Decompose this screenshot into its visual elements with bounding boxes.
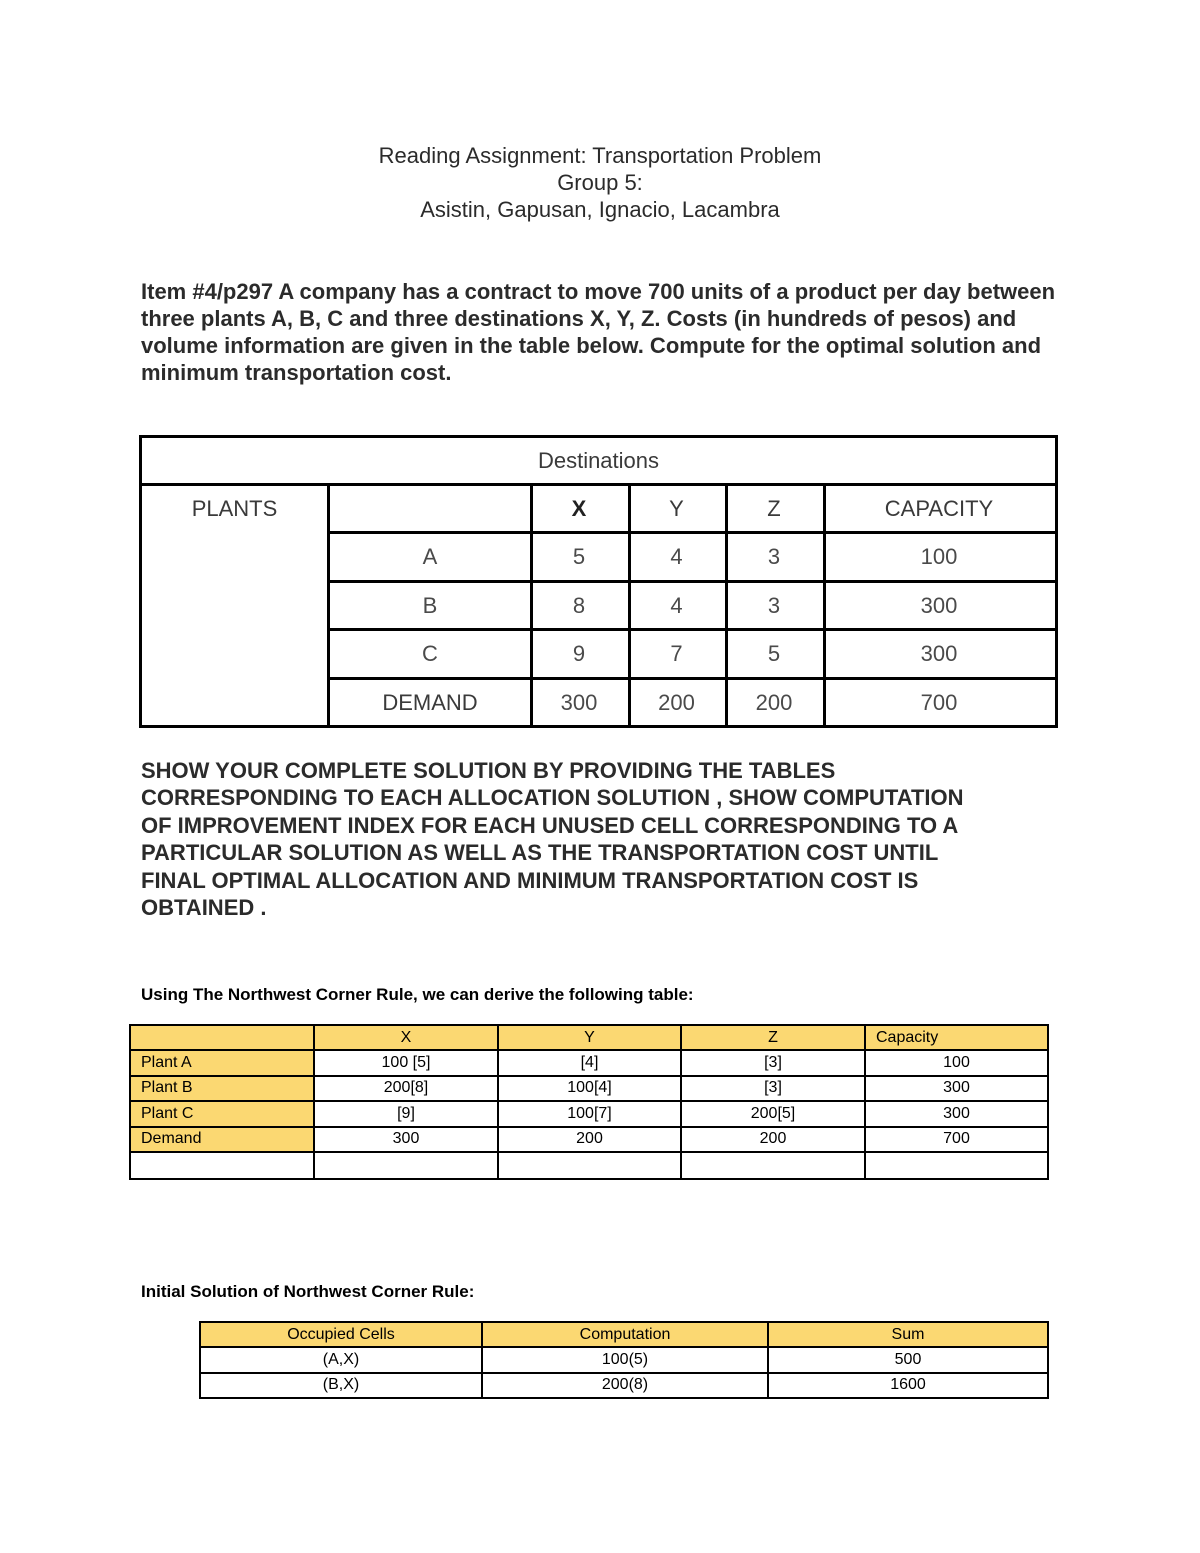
cost-cell: 3	[767, 544, 781, 569]
table-cell: [9]	[314, 1101, 498, 1126]
table-row	[130, 1076, 1048, 1101]
table-cell	[314, 1152, 498, 1179]
table-cell: [4]	[498, 1050, 681, 1075]
table-cell: 200(8)	[482, 1373, 768, 1398]
table-cell: 200	[498, 1127, 681, 1152]
cost-cell: 5	[767, 641, 781, 666]
assignment-title: Reading Assignment: Transportation Problem	[378, 143, 822, 168]
cost-cell: 3	[767, 592, 781, 618]
table-cell: 300	[314, 1127, 498, 1152]
group-label: Group 5:	[557, 170, 643, 195]
row-label: Plant C	[130, 1101, 314, 1126]
capacity-cell: 100	[920, 544, 958, 569]
header-z: Z	[767, 495, 781, 521]
group-members: Asistin, Gapusan, Ignacio, Lacambra	[420, 197, 780, 222]
demand-cell: 300	[560, 689, 598, 715]
initial-solution-table	[199, 1321, 1049, 1399]
header-cell	[130, 1025, 314, 1050]
table-cell: 700	[865, 1127, 1048, 1152]
table-cell	[130, 1152, 314, 1179]
table-cell: 500	[768, 1347, 1048, 1372]
header-x: X	[571, 495, 587, 521]
cost-table	[139, 435, 1058, 728]
table-cell: 100[4]	[498, 1076, 681, 1101]
header-y: Y	[669, 495, 684, 521]
table-cell: 1600	[768, 1373, 1048, 1398]
table-row	[130, 1101, 1048, 1126]
header-cell: Sum	[768, 1322, 1048, 1347]
table-cell: 100	[865, 1050, 1048, 1075]
table-row	[130, 1152, 1048, 1179]
row-label: Plant B	[130, 1076, 314, 1101]
row-plant-label: A	[422, 544, 438, 569]
capacity-cell: 300	[920, 641, 958, 666]
table-cell: 100(5)	[482, 1347, 768, 1372]
header-capacity: CAPACITY	[884, 495, 994, 521]
table-cell: 200	[681, 1127, 865, 1152]
table-cell	[865, 1152, 1048, 1179]
problem-statement: Item #4/p297 A company has a contract to move 700 units of a product per day between three plants A, B, C and three destinations X, Y, Z. Costs (in hundreds of pesos) and volume information are given in the table below. Compute for the optimal solution and minimum transportation cost.	[141, 279, 1056, 385]
header-cell: Y	[498, 1025, 681, 1050]
header-cell: Computation	[482, 1322, 768, 1347]
table-cell: 300	[865, 1101, 1048, 1126]
capacity-cell: 300	[920, 592, 958, 618]
table-cell: 200[5]	[681, 1101, 865, 1126]
header-cell: Z	[681, 1025, 865, 1050]
cost-cell: 5	[572, 544, 586, 569]
table-cell: [3]	[681, 1050, 865, 1075]
initial-solution-label: Initial Solution of Northwest Corner Rule:	[141, 1282, 475, 1301]
table-cell: [3]	[681, 1076, 865, 1101]
header-cell: Capacity	[865, 1025, 1048, 1050]
header-cell: X	[314, 1025, 498, 1050]
table-row	[130, 1050, 1048, 1075]
northwest-section-label: Using The Northwest Corner Rule, we can derive the following table:	[141, 985, 694, 1004]
header-cell: Occupied Cells	[200, 1322, 482, 1347]
table-cell: (A,X)	[200, 1347, 482, 1372]
row-plant-label: C	[422, 641, 438, 666]
demand-total-cell: 700	[920, 689, 958, 715]
table-row	[200, 1347, 1048, 1372]
table-cell: (B,X)	[200, 1373, 482, 1398]
cost-cell: 4	[670, 592, 683, 618]
row-plant-label: B	[422, 592, 438, 618]
row-label: Plant A	[130, 1050, 314, 1075]
demand-cell: 200	[658, 689, 695, 715]
table-row	[130, 1127, 1048, 1152]
cost-cell: 4	[670, 544, 683, 569]
cost-cell: 9	[572, 641, 586, 666]
table-cell: 100 [5]	[314, 1050, 498, 1075]
table-cell	[498, 1152, 681, 1179]
demand-label: DEMAND	[382, 689, 478, 715]
northwest-allocation-table	[129, 1024, 1049, 1180]
table-header-row	[200, 1322, 1048, 1347]
table-cell: 100[7]	[498, 1101, 681, 1126]
table-cell: 200[8]	[314, 1076, 498, 1101]
destinations-title: Destinations	[537, 447, 660, 473]
plants-label: PLANTS	[191, 495, 278, 521]
cost-cell: 8	[572, 592, 586, 618]
table-row	[200, 1373, 1048, 1398]
solution-instructions: SHOW YOUR COMPLETE SOLUTION BY PROVIDING THE TABLES CORRESPONDING TO EACH ALLOCATION SOLUTION , SHOW COMPUTATION OF IMPROVEMENT INDEX FOR EACH UNUSED CELL CORRESPONDING TO A PARTICULAR SOLUTION AS WELL AS THE TRANSPORTATION COST UNTIL FINAL OPTIMAL ALLOCATION AND MINIMUM TRANSPORTATION COST IS OBTAINED .	[141, 758, 964, 921]
demand-cell: 200	[755, 689, 793, 715]
cost-cell: 7	[670, 641, 683, 666]
table-cell: 300	[865, 1076, 1048, 1101]
document-title-block	[0, 142, 1200, 223]
table-cell	[681, 1152, 865, 1179]
table-header-row	[130, 1025, 1048, 1050]
row-label: Demand	[130, 1127, 314, 1152]
